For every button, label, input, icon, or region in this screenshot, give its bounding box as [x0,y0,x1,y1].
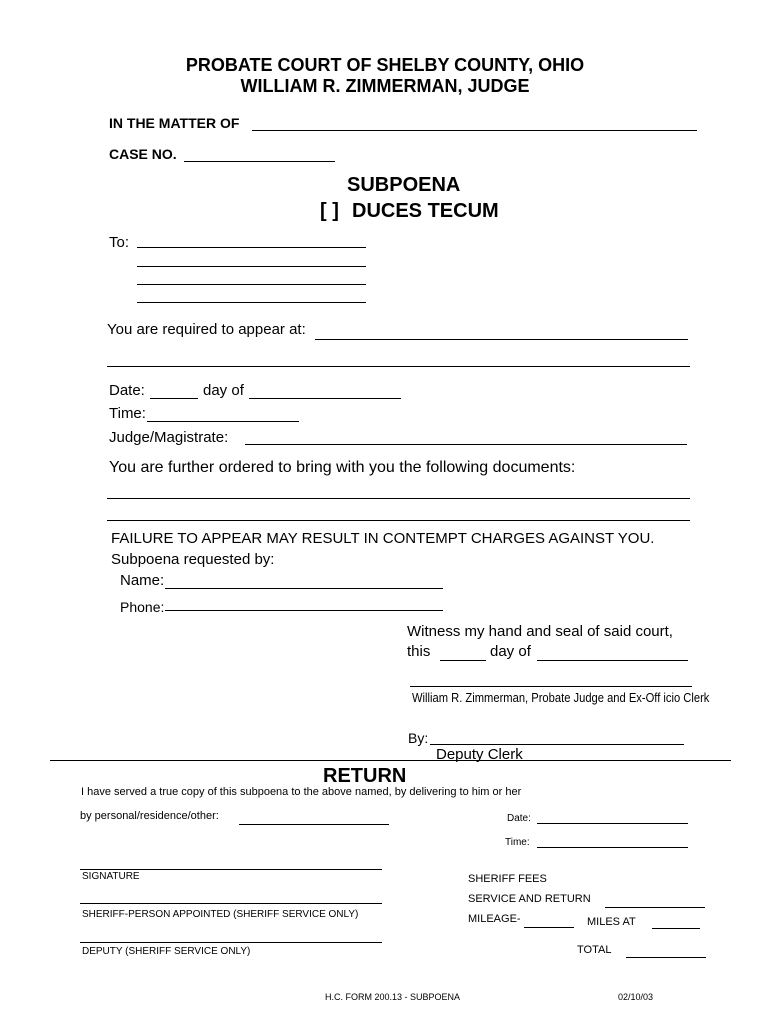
deputy-signature-field[interactable] [430,731,684,745]
return-time-label: Time: [505,837,530,848]
judge-signature-caption: William R. Zimmerman, Probate Judge and Ex-Off icio Clerk [412,690,710,705]
requester-name-field[interactable] [165,575,443,589]
to-field-2[interactable] [137,253,366,267]
signature-field[interactable] [80,857,382,870]
documents-label: You are further ordered to bring with you the following documents: [109,459,576,476]
return-time-field[interactable] [537,835,688,848]
form-date: 02/10/03 [618,992,654,1002]
to-field-1[interactable] [137,234,366,248]
failure-notice: FAILURE TO APPEAR MAY RESULT IN CONTEMPT CHARGES AGAINST YOU. [111,530,655,547]
matter-label: IN THE MATTER OF [109,115,240,131]
name-label: Name: [120,572,165,589]
miles-rate-field[interactable] [652,916,700,929]
day-of-label: day of [203,382,244,399]
return-date-field[interactable] [537,811,688,824]
miles-at-label: MILES AT [587,916,636,928]
to-label: To: [109,234,130,251]
requested-by-label: Subpoena requested by: [111,551,275,568]
appear-location-field-2[interactable] [107,352,690,367]
appear-label: You are required to appear at: [107,321,306,338]
service-return-label: SERVICE AND RETURN [468,893,591,905]
judge-magistrate-label: Judge/Magistrate: [109,429,229,446]
matter-field[interactable] [252,116,697,131]
form-id: H.C. FORM 200.13 - SUBPOENA [325,992,461,1002]
sheriff-person-field[interactable] [80,891,382,904]
service-return-fee-field[interactable] [605,895,705,908]
signature-label: SIGNATURE [82,871,140,882]
return-date-label: Date: [507,813,531,824]
by-personal-label: by personal/residence/other: [80,810,219,822]
sheriff-person-label: SHERIFF-PERSON APPOINTED (SHERIFF SERVICE ONLY) [82,909,359,920]
date-day-field[interactable] [150,385,198,399]
subpoena-title: SUBPOENA [347,174,461,196]
case-number-label: CASE NO. [109,146,177,162]
duces-tecum-checkbox[interactable]: [ ] [320,200,339,222]
mileage-label: MILEAGE- [468,913,521,925]
date-month-field[interactable] [249,385,401,399]
return-title: RETURN [323,765,407,787]
by-label: By: [408,730,429,746]
time-field[interactable] [147,408,299,422]
to-field-4[interactable] [137,289,366,303]
deputy-field[interactable] [80,930,382,943]
witness-day-field[interactable] [440,647,486,661]
time-label: Time: [109,405,146,422]
service-method-field[interactable] [239,812,389,825]
documents-field-2[interactable] [107,507,690,521]
witness-month-field[interactable] [537,647,688,661]
sheriff-fees-label: SHERIFF FEES [468,873,547,885]
judge-name: WILLIAM R. ZIMMERMAN, JUDGE [240,76,530,96]
mileage-field[interactable] [524,915,574,928]
date-label: Date: [109,382,145,399]
deputy-label: DEPUTY (SHERIFF SERVICE ONLY) [82,946,251,957]
deputy-clerk-label: Deputy Clerk [436,746,523,763]
judge-signature-line[interactable] [410,676,692,687]
duces-tecum-label: DUCES TECUM [352,200,499,222]
total-label: TOTAL [577,944,612,956]
to-field-3[interactable] [137,271,366,285]
court-name: PROBATE COURT OF SHELBY COUNTY, OHIO [185,55,585,75]
total-field[interactable] [626,944,706,958]
phone-label: Phone: [120,599,165,615]
witness-text: Witness my hand and seal of said court, [407,623,673,640]
case-number-field[interactable] [184,148,335,162]
served-text: I have served a true copy of this subpoena to the above named, by delivering to him or her [81,786,522,798]
documents-field-1[interactable] [107,485,690,499]
return-divider [50,760,731,761]
this-label: this [407,643,431,660]
judge-magistrate-field[interactable] [245,431,687,445]
witness-day-of-label: day of [490,643,531,660]
requester-phone-field[interactable] [165,597,443,611]
appear-location-field[interactable] [315,325,688,340]
